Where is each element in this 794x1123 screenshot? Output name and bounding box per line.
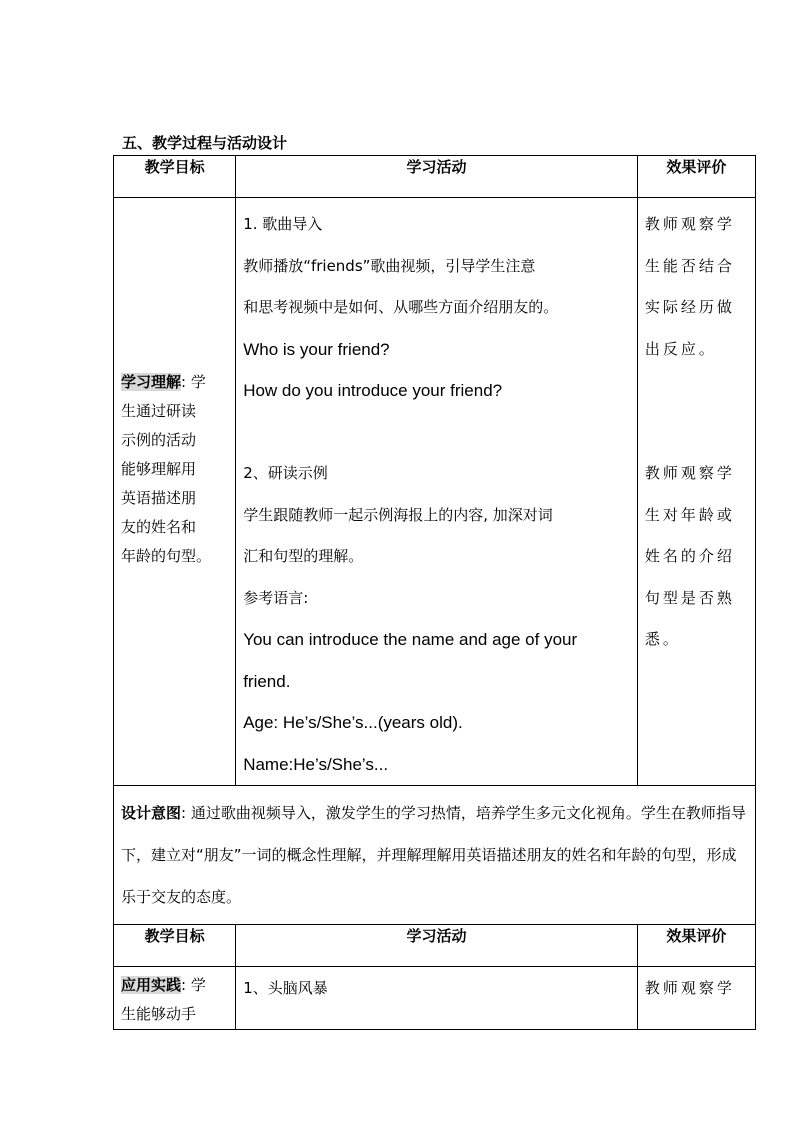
header-evaluation: 效果评价 — [637, 156, 755, 198]
activity-line-2: 1、头脑风暴 — [243, 979, 328, 997]
goal-line: 英语描述朋 — [121, 489, 197, 507]
header-row — [114, 156, 756, 198]
activity-line: Who is your friend? — [243, 339, 390, 359]
design-intent-label: 设计意图 — [121, 804, 182, 822]
activity-line: 和思考视频中是如何、从哪些方面介绍朋友的。 — [243, 298, 559, 316]
goal-line: 生通过研读 — [121, 402, 197, 420]
header-goal: 教学目标 — [114, 925, 236, 967]
activity-line: 参考语言: — [243, 588, 309, 607]
activity-cell-2 — [236, 967, 638, 1030]
eval-line: 悉。 — [644, 630, 681, 648]
activity-line: 汇和句型的理解。 — [243, 547, 364, 565]
activity-line: 学生跟随教师一起示例海报上的内容, 加深对词 — [243, 505, 553, 524]
goal-line-2: 生能够动手 — [121, 1005, 197, 1023]
activity-line: Name:He’s/She’s... — [243, 754, 389, 774]
design-intent-row — [114, 786, 756, 925]
goal-cell-2 — [114, 967, 236, 1030]
goal-line: 示例的活动 — [121, 431, 197, 449]
activity-blank-line — [243, 412, 631, 454]
eval-line: 句型是否熟 — [644, 588, 735, 607]
activity-cell — [236, 198, 638, 786]
goal-line: 能够理解用 — [121, 460, 197, 478]
header-row-2 — [114, 925, 756, 967]
goal-colon-2: : 学 — [181, 976, 206, 994]
evaluation-cell-2 — [637, 967, 755, 1030]
activity-line: 教师播放“friends”歌曲视频，引导学生注意 — [243, 256, 536, 275]
activity-line: friend. — [243, 671, 291, 691]
goal-cell — [114, 198, 236, 786]
goal-highlight: 学习理解 — [121, 373, 182, 391]
activity-line: How do you introduce your friend? — [243, 381, 503, 400]
content-row-2 — [114, 967, 756, 1030]
eval-line: 出反应。 — [644, 339, 717, 358]
eval-gap — [645, 370, 751, 412]
content-row-1 — [114, 198, 756, 786]
section-title: 五、教学过程与活动设计 — [122, 134, 288, 152]
header-goal: 教学目标 — [114, 156, 236, 198]
goal-line: 友的姓名和 — [121, 518, 197, 536]
header-activity: 学习活动 — [236, 156, 638, 198]
eval-line: 教师观察学 — [644, 464, 735, 482]
activity-line: 2、研读示例 — [243, 464, 328, 482]
header-activity: 学习活动 — [236, 925, 638, 967]
header-evaluation: 效果评价 — [637, 925, 755, 967]
lesson-plan-table — [113, 155, 756, 1030]
activity-line: You can introduce the name and age of your — [243, 630, 578, 649]
eval-line: 实际经历做 — [644, 298, 735, 316]
eval-line: 生对年龄或 — [644, 505, 735, 524]
goal-line: 年龄的句型。 — [121, 547, 212, 565]
activity-line: Age: He’s/She’s...(years old). — [243, 713, 463, 732]
eval-line: 教师观察学 — [644, 215, 735, 233]
design-intent-text: : 通过歌曲视频导入，激发学生的学习热情，培养学生多元文化视角。学生在教师指导下，建立对“朋友”一词的概念性理解，并理解理解用英语描述朋友的姓名和年龄的句型，形成乐于交友的态度。 — [121, 804, 746, 906]
eval-line: 生能否结合 — [644, 256, 735, 275]
design-intent-cell — [114, 786, 756, 925]
activity-line: 1. 歌曲导入 — [243, 215, 323, 233]
eval-line: 姓名的介绍 — [644, 547, 735, 565]
goal-colon: : 学 — [181, 373, 206, 391]
goal-highlight-2: 应用实践 — [121, 976, 182, 994]
evaluation-cell — [637, 198, 755, 786]
eval-line-2: 教师观察学 — [644, 979, 735, 997]
